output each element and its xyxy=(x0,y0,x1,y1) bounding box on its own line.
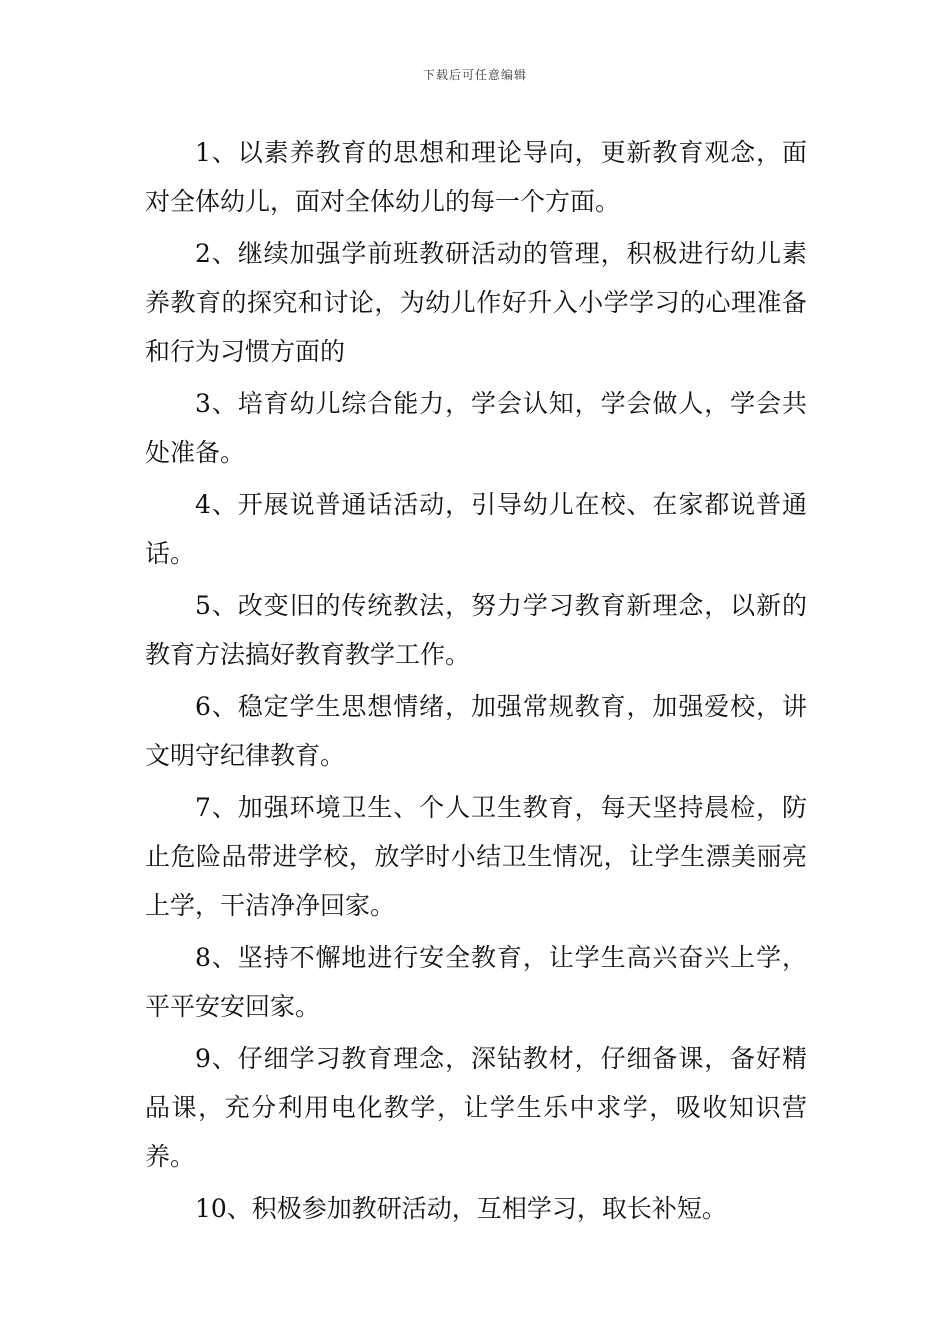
paragraph-9: 9、仔细学习教育理念，深钻教材，仔细备课，备好精品课，充分利用电化教学，让学生乐中求学，吸收知识营养。 xyxy=(145,1044,807,1171)
document-body xyxy=(145,128,807,1236)
paragraph-7: 7、加强环境卫生、个人卫生教育，每天坚持晨检，防止危险品带进学校，放学时小结卫生情况，让学生漂美丽亮上学，干洁净净回家。 xyxy=(145,793,807,920)
paragraph-8: 8、坚持不懈地进行安全教育，让学生高兴奋兴上学，平平安安回家。 xyxy=(145,943,807,1021)
header-note: 下载后可任意编辑 xyxy=(422,68,527,82)
paragraph-4: 4、开展说普通话活动，引导幼儿在校、在家都说普通话。 xyxy=(145,490,807,568)
paragraph-6: 6、稳定学生思想情绪，加强常规教育，加强爱校，讲文明守纪律教育。 xyxy=(145,692,807,770)
paragraph-5: 5、改变旧的传统教法，努力学习教育新理念，以新的教育方法搞好教育教学工作。 xyxy=(145,591,807,669)
paragraph-10: 10、积极参加教研活动，互相学习，取长补短。 xyxy=(195,1194,727,1223)
paragraph-2: 2、继续加强学前班教研活动的管理，积极进行幼儿素养教育的探究和讨论，为幼儿作好升入小学学习的心理准备和行为习惯方面的 xyxy=(145,239,807,366)
paragraph-3: 3、培育幼儿综合能力，学会认知，学会做人，学会共处准备。 xyxy=(145,389,807,467)
paragraph-1: 1、以素养教育的思想和理论导向，更新教育观念，面对全体幼儿，面对全体幼儿的每一个方面。 xyxy=(145,138,807,216)
